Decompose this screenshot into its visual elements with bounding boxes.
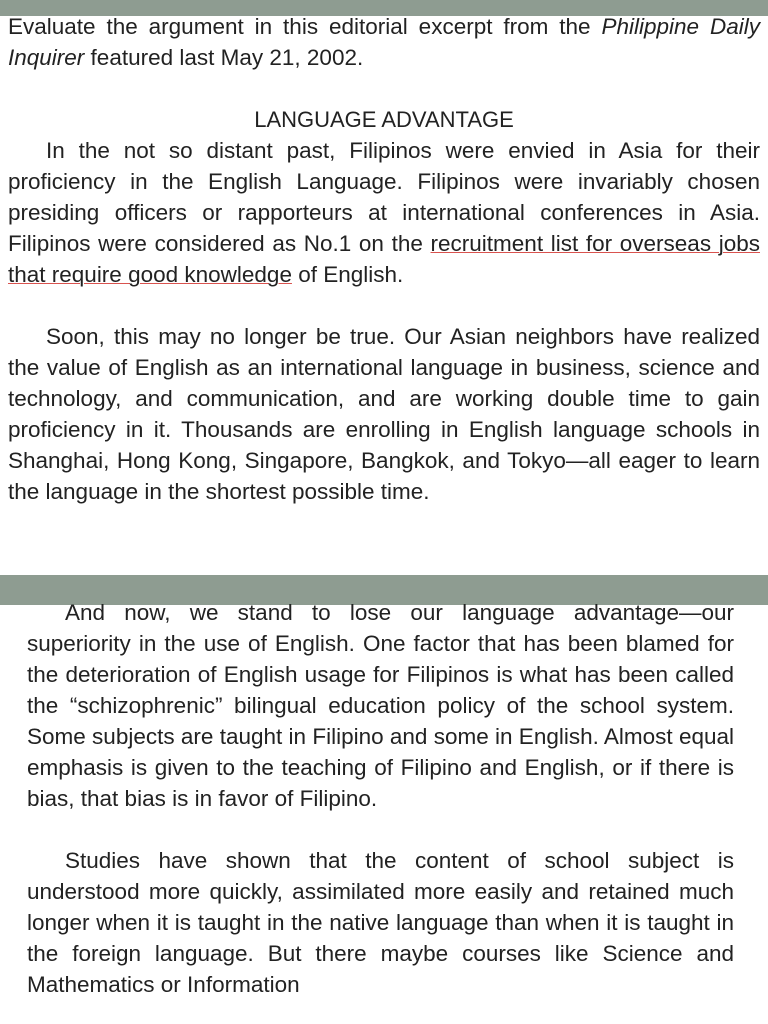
source-publication: Philippine Daily Inquirer bbox=[8, 14, 760, 70]
editorial-section-top bbox=[8, 11, 760, 507]
paragraph-3: And now, we stand to lose our language advantage—our superiority in the use of English. One factor that has been blamed for the deterioration of English usage for Filipinos is what has been called the “schizophrenic” bilingual education policy of the school system. Some subjects are taught in Filipino and some in English. Almost equal emphasis is given to the teaching of Filipino and English, or if there is bias, that bias is in favor of Filipino. bbox=[27, 600, 734, 811]
spellcheck-underlined-text: recruitment list for overseas jobs that require good knowledge bbox=[8, 231, 760, 287]
editorial-section-bottom bbox=[27, 597, 734, 1000]
paragraph-2: Soon, this may no longer be true. Our Asian neighbors have realized the value of English as an international language in business, science and technology, and communication, and are working double time to gain proficiency in it. Thousands are enrolling in English language schools in Shanghai, Hong Kong, Singapore, Bangkok, and Tokyo—all eager to learn the language in the shortest possible time. bbox=[8, 324, 760, 504]
paragraph-1-text-b: of English. bbox=[291, 262, 404, 287]
paragraph-1-text-a: In the not so distant past, Filipinos were envied in Asia for their proficiency in the English Language. Filipinos were invariably chosen presiding officers or rapporteurs at international conferences in Asia. Filipinos were considered as No.1 on the bbox=[8, 138, 760, 256]
instruction-text bbox=[8, 11, 760, 73]
instruction-prefix: Evaluate the argument in this editorial excerpt from the bbox=[8, 14, 602, 39]
paragraph-1 bbox=[8, 135, 760, 290]
article-title: LANGUAGE ADVANTAGE bbox=[254, 107, 514, 132]
paragraph-4: Studies have shown that the content of school subject is understood more quickly, assimilated more easily and retained much longer when it is taught in the native language than when it is taught in the foreign language. But there maybe courses like Science and Mathematics or Information bbox=[27, 848, 734, 997]
instruction-suffix: featured last May 21, 2002. bbox=[84, 45, 364, 70]
